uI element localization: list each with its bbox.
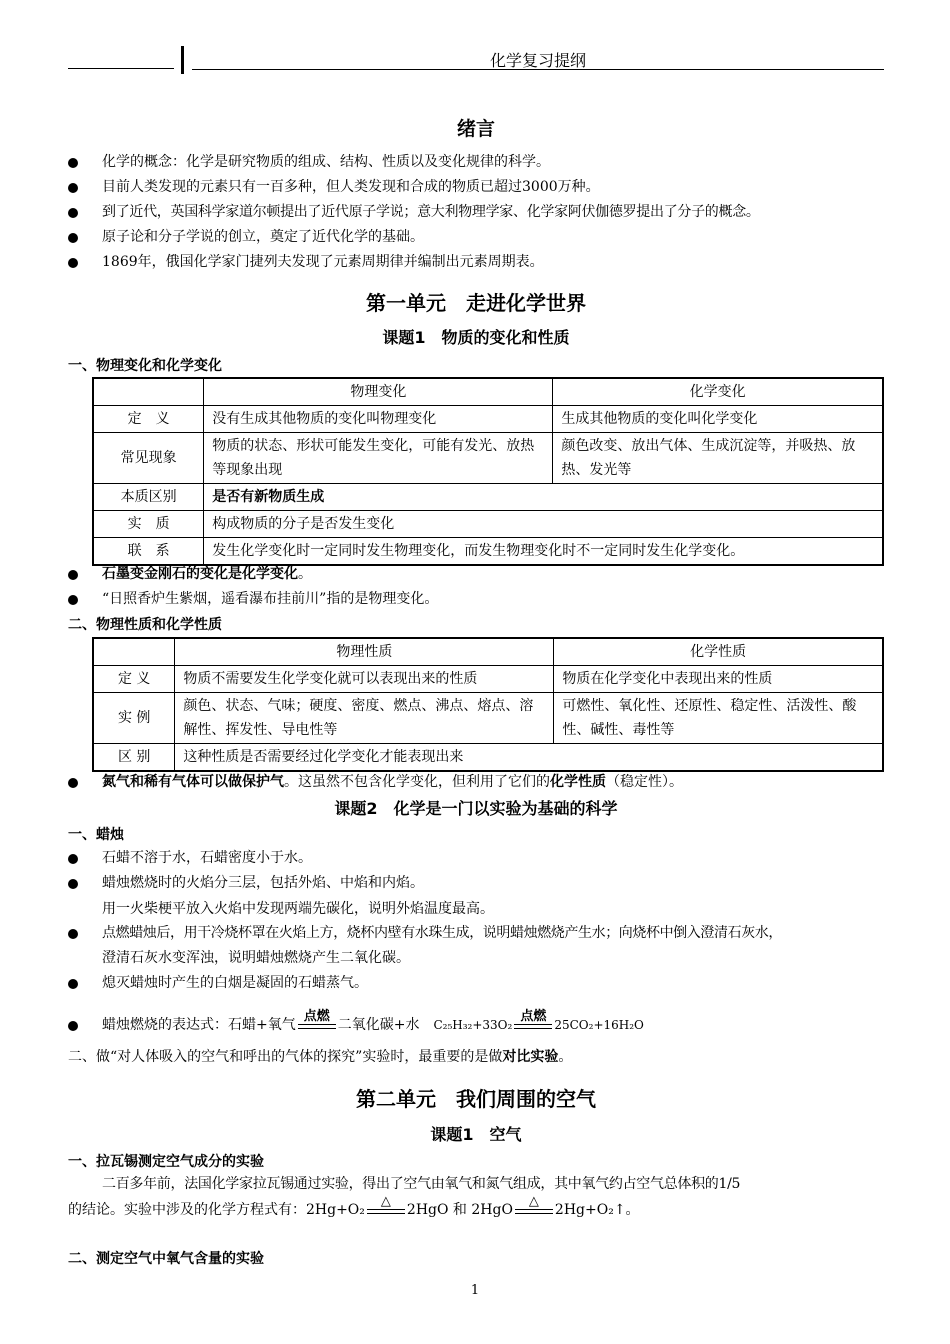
table-cell: 颜色、状态、气味；硬度、密度、燃点、沸点、熔点、溶解性、挥发性、导电性等 xyxy=(175,693,554,744)
table-cell: 实 例 xyxy=(93,693,175,744)
unit1-lesson2-title: 课题2 化学是一门以实验为基础的科学 xyxy=(334,799,618,818)
table-cell: 可燃性、氧化性、还原性、稳定性、活泼性、酸性、碱性、毒性等 xyxy=(554,693,883,744)
list-item: 化学的概念：化学是研究物质的组成、结构、性质以及变化规律的科学。 xyxy=(68,150,898,175)
table-cell: 实 质 xyxy=(93,511,204,538)
table-cell: 物质不需要发生化学变化就可以表现出来的性质 xyxy=(175,666,554,693)
table-header-cell: 物理变化 xyxy=(204,378,553,406)
table-row xyxy=(93,744,883,772)
table-cell: 物质的状态、形状可能发生变化，可能有发光、放热等现象出现 xyxy=(204,433,553,484)
table-cell: 没有生成其他物质的变化叫物理变化 xyxy=(204,406,553,433)
paragraph-equation: 的结论。实验中涉及的化学方程式有：2Hg+O₂ △ 2HgO 和 2HgO △ 2Hg+O₂↑。 xyxy=(68,1194,640,1218)
header-divider-bar xyxy=(181,46,184,74)
table-header-cell xyxy=(93,378,204,406)
table-row xyxy=(93,511,883,538)
section-heading: 一、拉瓦锡测定空气成分的实验 xyxy=(68,1154,264,1170)
list-item: 石蜡不溶于水，石蜡密度小于水。 xyxy=(68,846,898,871)
continued-text: 澄清石灰水变浑浊，说明蜡烛燃烧产生二氧化碳。 xyxy=(102,950,410,966)
table-cell: 联 系 xyxy=(93,538,204,566)
intro-title: 绪言 xyxy=(456,118,495,140)
table-row xyxy=(93,666,883,693)
list-item: 蜡烛燃烧时的火焰分三层，包括外焰、中焰和内焰。 xyxy=(68,871,898,896)
bullet-dot-icon xyxy=(68,979,78,989)
unit1-title: 第一单元 走进化学世界 xyxy=(366,291,586,315)
table-cell: 发生化学变化时一定同时发生物理变化，而发生物理变化时不一定同时发生化学变化。 xyxy=(204,538,883,566)
bullet-dot-icon xyxy=(68,929,78,939)
header-rule-left xyxy=(68,68,174,69)
bullet-dot-icon xyxy=(68,879,78,889)
reaction-arrow: △ xyxy=(367,1201,405,1219)
unit2-title: 第二单元 我们周围的空气 xyxy=(356,1087,596,1111)
table-cell: 物质在化学变化中表现出来的性质 xyxy=(554,666,883,693)
table-cell: 本质区别 xyxy=(93,484,204,511)
section-heading: 一、蜡烛 xyxy=(68,827,124,843)
bullet-dot-icon xyxy=(68,183,78,193)
section-heading: 二、测定空气中氧气含量的实验 xyxy=(68,1251,264,1267)
bullet-dot-icon xyxy=(68,778,78,788)
bullet-dot-icon xyxy=(68,258,78,268)
table-cell: 定 义 xyxy=(93,666,175,693)
table-header-row xyxy=(93,378,883,406)
table-row xyxy=(93,693,883,744)
list-item: 原子论和分子学说的创立，奠定了近代化学的基础。 xyxy=(68,225,898,250)
unit1-lesson1-title: 课题1 物质的变化和性质 xyxy=(382,328,570,347)
experiment-note: 二、做“对人体吸入的空气和呼出的气体的探究”实验时，最重要的是做对比实验。 xyxy=(68,1049,573,1065)
unit2-lesson1-title: 课题1 空气 xyxy=(430,1125,522,1144)
bullet-dot-icon xyxy=(68,854,78,864)
table-header-cell: 物理性质 xyxy=(175,638,554,666)
change-comparison-table xyxy=(92,377,884,566)
table-header-cell xyxy=(93,638,175,666)
bullet-dot-icon xyxy=(68,208,78,218)
bullet-dot-icon xyxy=(68,233,78,243)
list-item: 石墨变金刚石的变化是化学变化。 xyxy=(68,562,898,587)
reaction-arrow: 点燃 xyxy=(298,1016,336,1034)
table-row xyxy=(93,433,883,484)
table-header-row xyxy=(93,638,883,666)
table-row xyxy=(93,484,883,511)
bullet-dot-icon xyxy=(68,1021,78,1031)
header-title: 化学复习提纲 xyxy=(489,51,586,70)
reaction-arrow: △ xyxy=(515,1201,553,1219)
table-cell: 生成其他物质的变化叫化学变化 xyxy=(553,406,883,433)
table-header-cell: 化学性质 xyxy=(554,638,883,666)
list-item: 1869年，俄国化学家门捷列夫发现了元素周期律并编制出元素周期表。 xyxy=(68,250,898,275)
page-number: 1 xyxy=(470,1283,480,1298)
list-item: 到了近代，英国科学家道尔顿提出了近代原子学说；意大利物理学家、化学家阿伏伽德罗提出了分子的概念。 xyxy=(68,200,898,225)
section-heading: 二、物理性质和化学性质 xyxy=(68,617,222,633)
paragraph: 二百多年前，法国化学家拉瓦锡通过实验，得出了空气由氧气和氮气组成，其中氧气约占空气总体积的1/5 xyxy=(102,1176,741,1192)
list-item: “日照香炉生紫烟，遥看瀑布挂前川”指的是物理变化。 xyxy=(68,587,898,612)
table-cell: 是否有新物质生成 xyxy=(204,484,883,511)
table-cell: 常见现象 xyxy=(93,433,204,484)
section-heading: 一、物理变化和化学变化 xyxy=(68,358,222,374)
list-item: 点燃蜡烛后，用干冷烧杯罩在火焰上方，烧杯内壁有水珠生成，说明蜡烛燃烧产生水；向烧杯中倒入澄清石灰水， xyxy=(68,921,898,946)
list-item-expression: 蜡烛燃烧的表达式：石蜡+氧气 点燃 二氧化碳+水 C₂₅H₃₂+33O₂ 点燃 25CO₂+16H₂O xyxy=(68,1013,898,1038)
table-cell: 颜色改变、放出气体、生成沉淀等，并吸热、放热、发光等 xyxy=(553,433,883,484)
bullet-dot-icon xyxy=(68,570,78,580)
list-item: 氮气和稀有气体可以做保护气。这虽然不包含化学变化，但利用了它们的化学性质（稳定性）。 xyxy=(68,770,898,795)
table-row xyxy=(93,406,883,433)
list-item: 目前人类发现的元素只有一百多种，但人类发现和合成的物质已超过3000万种。 xyxy=(68,175,898,200)
indented-text: 用一火柴梗平放入火焰中发现两端先碳化，说明外焰温度最高。 xyxy=(102,901,494,917)
table-cell: 区 别 xyxy=(93,744,175,772)
list-item: 熄灭蜡烛时产生的白烟是凝固的石蜡蒸气。 xyxy=(68,971,898,996)
bullet-dot-icon xyxy=(68,158,78,168)
bullet-dot-icon xyxy=(68,595,78,605)
property-comparison-table xyxy=(92,637,884,772)
table-cell: 构成物质的分子是否发生变化 xyxy=(204,511,883,538)
table-cell: 这种性质是否需要经过化学变化才能表现出来 xyxy=(175,744,883,772)
table-row xyxy=(93,538,883,566)
table-cell: 定 义 xyxy=(93,406,204,433)
table-header-cell: 化学变化 xyxy=(553,378,883,406)
reaction-arrow: 点燃 xyxy=(514,1016,552,1034)
